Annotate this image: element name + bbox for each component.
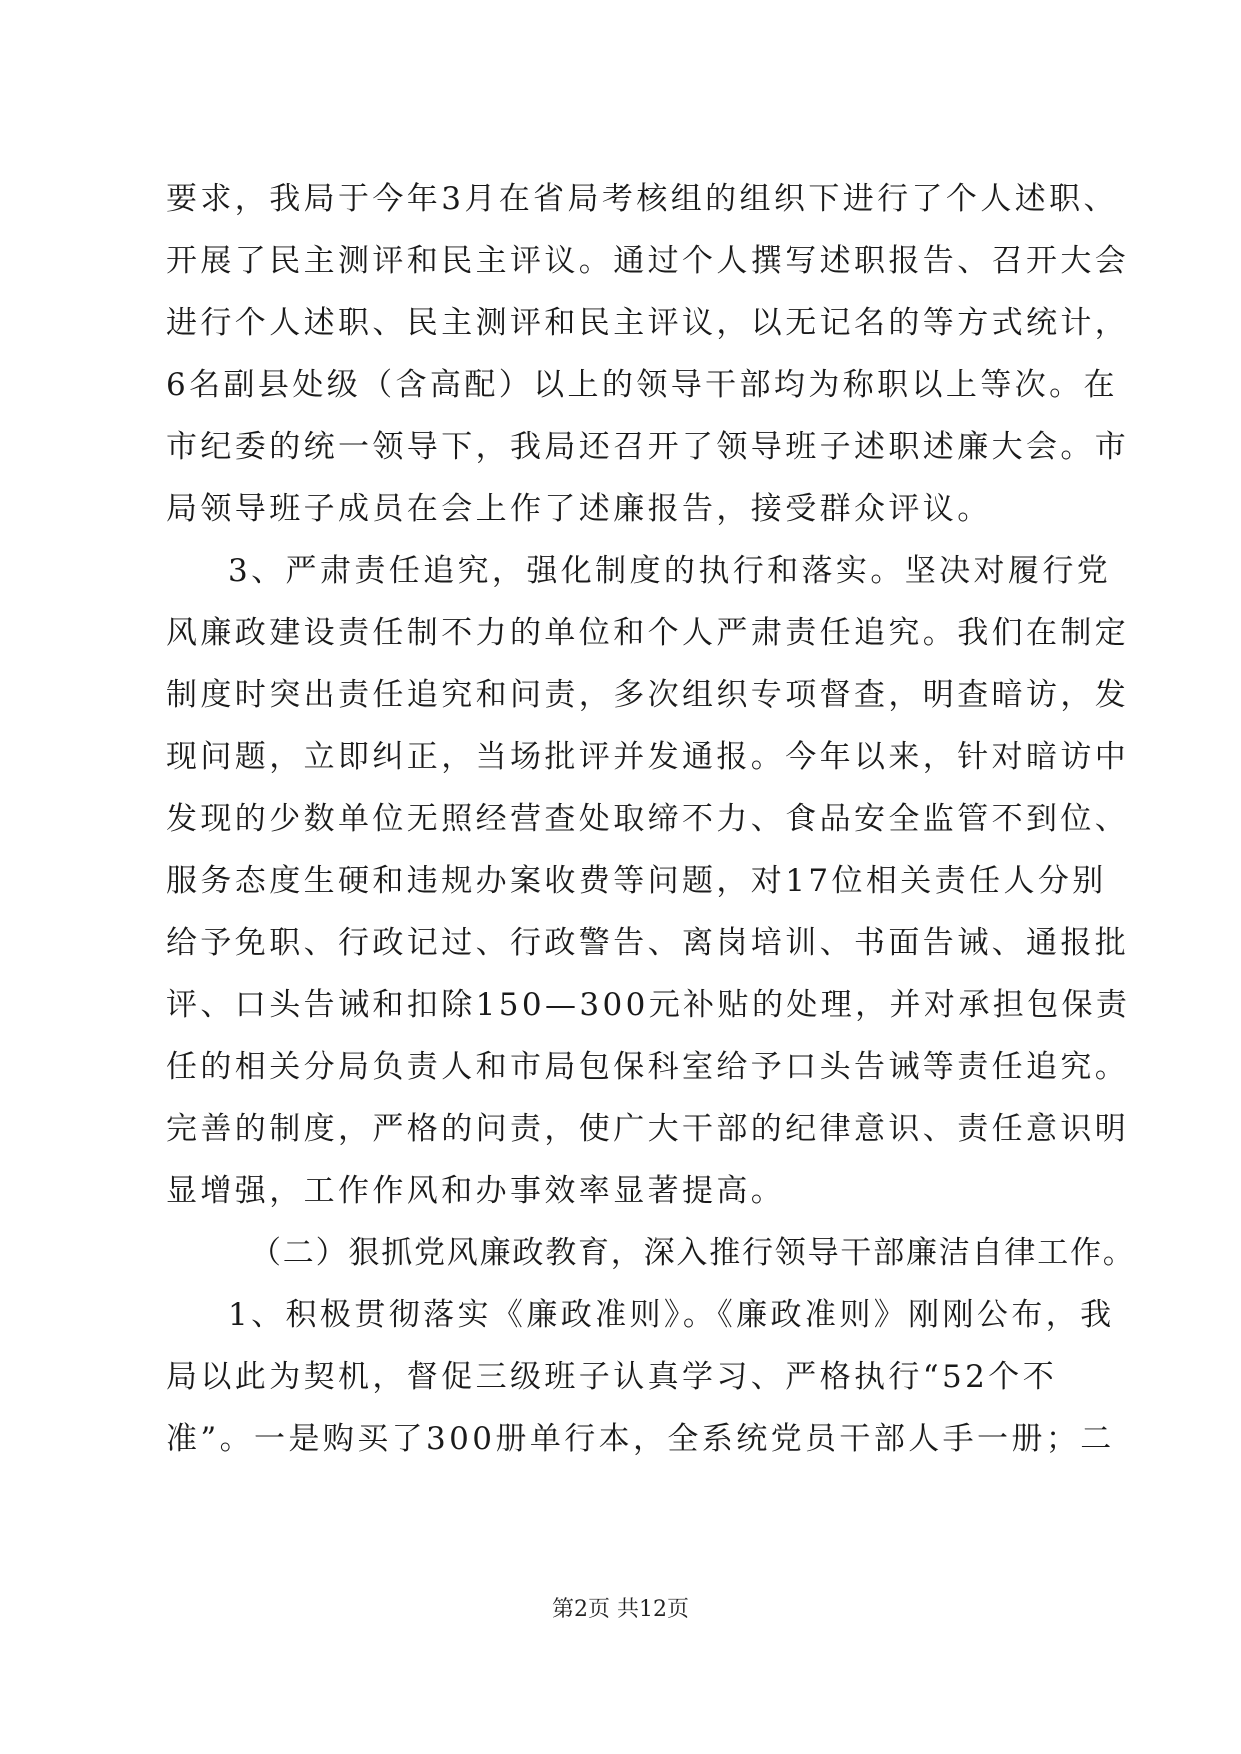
text-line: 市纪委的统一领导下，我局还召开了领导班子述职述廉大会。市: [166, 429, 1130, 465]
text-line: 准”。一是购买了300册单行本，全系统党员干部人手一册；二: [166, 1421, 1115, 1457]
text-line: 显增强，工作作风和办事效率显著提高。: [166, 1173, 786, 1209]
text-line: 局以此为契机，督促三级班子认真学习、严格执行“52个不: [166, 1359, 1058, 1395]
text-line: 发现的少数单位无照经营查处取缔不力、食品安全监管不到位、: [166, 801, 1130, 837]
text-line: 风廉政建设责任制不力的单位和个人严肃责任追究。我们在制定: [166, 615, 1130, 651]
paragraph-start-line: 1、积极贯彻落实《廉政准则》。《廉政准则》刚刚公布，我: [228, 1297, 1115, 1333]
text-line: 现问题，立即纠正，当场批评并发通报。今年以来，针对暗访中: [166, 739, 1130, 775]
document-body: [166, 168, 1136, 1470]
text-line: 进行个人述职、民主测评和民主评议，以无记名的等方式统计，: [166, 305, 1130, 341]
text-line: 任的相关分局负责人和市局包保科室给予口头告诫等责任追究。: [166, 1049, 1130, 1085]
text-line: 局领导班子成员在会上作了述廉报告，接受群众评议。: [166, 491, 992, 527]
text-line: 开展了民主测评和民主评议。通过个人撰写述职报告、召开大会: [166, 243, 1130, 279]
section-heading: （二）狠抓党风廉政教育，深入推行领导干部廉洁自律工作。: [250, 1235, 1136, 1271]
page-number-footer: 第2页 共12页: [552, 1597, 689, 1622]
text-line: 服务态度生硬和违规办案收费等问题，对17位相关责任人分别: [166, 863, 1107, 899]
text-line: 评、口头告诫和扣除150—300元补贴的处理，并对承担包保责: [166, 987, 1131, 1023]
text-line: 6名副县处级（含高配）以上的领导干部均为称职以上等次。在: [166, 367, 1118, 403]
text-line: 制度时突出责任追究和问责，多次组织专项督查，明查暗访，发: [166, 677, 1130, 713]
paragraph-start-line: 3、严肃责任追究，强化制度的执行和落实。坚决对履行党: [228, 553, 1112, 589]
text-line: 要求，我局于今年3月在省局考核组的组织下进行了个人述职、: [166, 181, 1118, 217]
text-line: 给予免职、行政记过、行政警告、离岗培训、书面告诫、通报批: [166, 925, 1130, 961]
text-line: 完善的制度，严格的问责，使广大干部的纪律意识、责任意识明: [166, 1111, 1130, 1147]
